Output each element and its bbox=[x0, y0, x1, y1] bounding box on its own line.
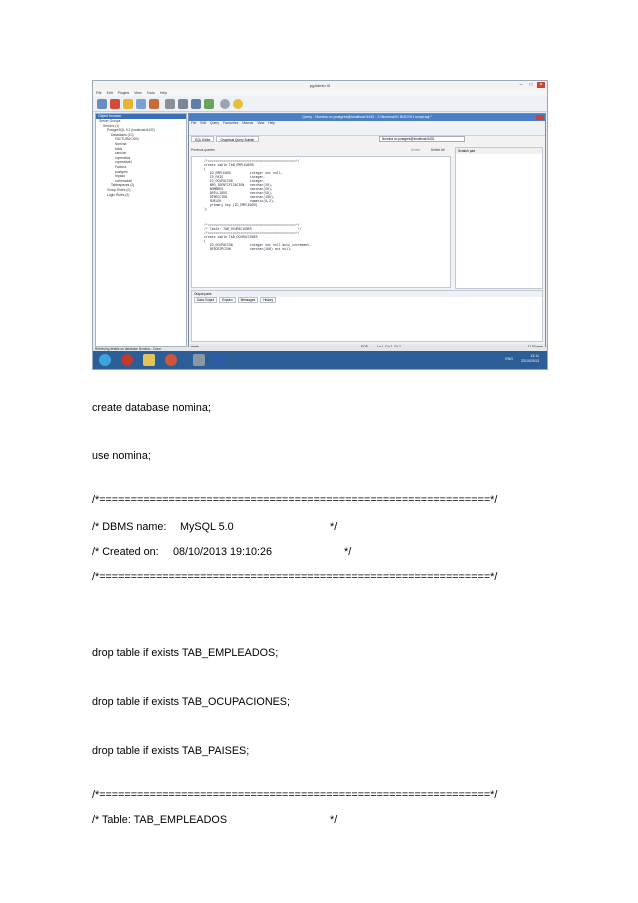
doc-line: drop table if exists TAB_EMPLEADOS; bbox=[92, 647, 279, 659]
query-window-title bbox=[189, 114, 545, 121]
sql-code-block: /*==============================================*/ create table TAB_EMPLEADOS ( ID_EMPLEADO integer not null, ID_PAIS integer, ID_OCUPACION integer, NRO_IDENTIFICACION varchar(20), NOMBRES varchar(50), APELLIDOS varchar(50), DIRECCION varchar(100), SUELDO numeric(8,2), primary key (ID_EMPLEADO) ); bbox=[204, 159, 300, 211]
maximize-icon[interactable]: □ bbox=[529, 82, 533, 88]
query-menu-edit[interactable]: Edit bbox=[200, 121, 206, 125]
doc-created-end: */ bbox=[344, 546, 352, 558]
tree-item[interactable]: coperativa2 bbox=[115, 160, 133, 165]
tree-item[interactable]: Nomina bbox=[115, 141, 127, 146]
tab-messages[interactable]: Messages bbox=[238, 297, 259, 303]
menu-view[interactable]: View bbox=[134, 91, 142, 95]
query-menu-favourites[interactable]: Favourites bbox=[222, 121, 239, 125]
file-explorer-icon[interactable] bbox=[143, 354, 155, 366]
app-toolbar bbox=[93, 96, 547, 112]
tree-item[interactable]: cancion bbox=[115, 151, 127, 156]
query-menu-macros[interactable]: Macros bbox=[242, 121, 254, 125]
delete-object-icon[interactable] bbox=[149, 99, 159, 109]
doc-line: create database nomina; bbox=[92, 402, 211, 414]
create-object-icon[interactable] bbox=[136, 99, 146, 109]
tab-explain[interactable]: Explain bbox=[219, 297, 235, 303]
doc-dbms-value: MySQL 5.0 bbox=[180, 521, 234, 533]
doc-dbms-label: /* DBMS name: bbox=[92, 521, 167, 533]
plugins-icon[interactable] bbox=[204, 99, 214, 109]
menu-file[interactable]: File bbox=[96, 91, 102, 95]
connect-icon[interactable] bbox=[97, 99, 107, 109]
menu-help[interactable]: Help bbox=[159, 91, 168, 95]
menu-plugins[interactable]: Plugins bbox=[117, 91, 130, 95]
query-menu-view[interactable]: View bbox=[257, 121, 265, 125]
windows-taskbar bbox=[93, 351, 547, 369]
close-icon[interactable]: × bbox=[537, 82, 545, 88]
pgadmin-screenshot bbox=[92, 80, 548, 370]
scratch-pad[interactable] bbox=[455, 147, 543, 289]
clock-time: 13:11 bbox=[530, 354, 539, 358]
sql-code-block: /*==============================================*/ /* Table: TAB_OCUPACIONES */ /*==============================================*/ create table TAB_OCUPACIONES ( ID_OCUPACION integer not null auto_increment, DESCRIPCION varchar(100) not null, bbox=[204, 223, 312, 251]
tree-item[interactable]: PostgreSQL 9.2 (localhost:5432) bbox=[107, 128, 155, 133]
doc-table-label: /* Table: TAB_EMPLEADOS bbox=[92, 814, 228, 826]
object-browser-header: Object browser bbox=[96, 114, 186, 119]
doc-line: drop table if exists TAB_OCUPACIONES; bbox=[92, 696, 291, 708]
app-title: pgAdmin III bbox=[309, 83, 331, 88]
doc-created-label: /* Created on: bbox=[92, 546, 159, 558]
tab-sql-editor[interactable]: SQL Editor bbox=[191, 136, 214, 142]
view-data-icon[interactable] bbox=[178, 99, 188, 109]
doc-created-value: 08/10/2013 19:10:26 bbox=[173, 546, 273, 558]
help-icon[interactable] bbox=[233, 99, 243, 109]
query-window bbox=[188, 113, 546, 351]
doc-separator: /*==============================================================*/ bbox=[92, 494, 498, 506]
doc-table-end: */ bbox=[330, 814, 338, 826]
query-menu-help[interactable]: Help bbox=[268, 121, 276, 125]
properties-icon[interactable] bbox=[123, 99, 133, 109]
tree-item[interactable]: postgres bbox=[115, 169, 128, 174]
menu-edit[interactable]: Edit bbox=[106, 91, 113, 95]
hint-icon[interactable] bbox=[220, 99, 230, 109]
tree-item[interactable]: repaso bbox=[115, 174, 126, 179]
main-status-bar: Retrieving details on database Nomina... Done. bbox=[93, 347, 548, 352]
doc-line: drop table if exists TAB_PAISES; bbox=[92, 745, 250, 757]
doc-separator: /*==============================================================*/ bbox=[92, 789, 498, 801]
query-menu-file[interactable]: File bbox=[191, 121, 197, 125]
connection-select[interactable]: Nomina on postgres@localhost:5432 bbox=[379, 136, 465, 142]
tree-item[interactable]: Group Roles (0) bbox=[107, 187, 131, 192]
filtered-data-icon[interactable] bbox=[191, 99, 201, 109]
language-indicator[interactable]: ENG bbox=[505, 357, 513, 361]
refresh-icon[interactable] bbox=[110, 99, 120, 109]
word-icon[interactable] bbox=[213, 354, 225, 366]
tree-item[interactable]: coperativa bbox=[115, 155, 131, 160]
system-clock[interactable] bbox=[521, 354, 539, 364]
doc-line: use nomina; bbox=[92, 450, 151, 462]
menu-tools[interactable]: Tools bbox=[146, 91, 155, 95]
tab-history[interactable]: History bbox=[260, 297, 276, 303]
object-browser bbox=[95, 113, 187, 347]
tree-item[interactable]: Servers (1) bbox=[103, 123, 120, 128]
tree-item[interactable]: FACTURACION bbox=[115, 137, 139, 142]
tree-item[interactable]: universidad bbox=[115, 178, 132, 183]
query-title-text: Query - Nomina on postgres@localhost:5432 - Z:\Nomina\01 BODY01 script.sql * bbox=[302, 115, 432, 119]
internet-explorer-icon[interactable] bbox=[99, 354, 111, 366]
delete-all-button[interactable]: Delete All bbox=[431, 148, 445, 152]
media-player-icon[interactable] bbox=[121, 354, 133, 366]
scratch-pad-label: Scratch pad bbox=[456, 148, 542, 154]
chrome-icon[interactable] bbox=[165, 354, 177, 366]
minimize-icon[interactable]: – bbox=[519, 82, 523, 88]
pgadmin-taskbar-icon[interactable] bbox=[193, 354, 205, 366]
sql-query-icon[interactable] bbox=[165, 99, 175, 109]
output-pane bbox=[191, 290, 543, 342]
sql-editor[interactable] bbox=[191, 156, 451, 288]
tree-item[interactable]: Tablespaces (2) bbox=[111, 183, 135, 188]
tab-graphical-query-builder[interactable]: Graphical Query Builder bbox=[216, 136, 258, 142]
output-tabs bbox=[192, 297, 542, 303]
doc-dbms-end: */ bbox=[330, 521, 338, 533]
delete-button[interactable]: Delete bbox=[411, 148, 421, 152]
tree-item[interactable]: Login Roles (2) bbox=[107, 192, 130, 197]
tree-item[interactable]: Databases (10) bbox=[111, 132, 134, 137]
output-pane-label: Output pane bbox=[192, 291, 542, 297]
clock-date: 22/10/2013 bbox=[521, 359, 539, 363]
query-menu-query[interactable]: Query bbox=[210, 121, 219, 125]
tree-item[interactable]: Server Groups bbox=[99, 119, 121, 123]
tab-data-output[interactable]: Data Output bbox=[194, 297, 217, 303]
query-close-icon[interactable] bbox=[536, 115, 544, 120]
editor-tabs bbox=[189, 136, 545, 142]
previous-queries-label[interactable]: Previous queries bbox=[191, 148, 215, 152]
tree-item[interactable]: bdds bbox=[115, 146, 123, 151]
doc-separator: /*==============================================================*/ bbox=[92, 571, 498, 583]
tree-item[interactable]: Factura bbox=[115, 164, 127, 169]
